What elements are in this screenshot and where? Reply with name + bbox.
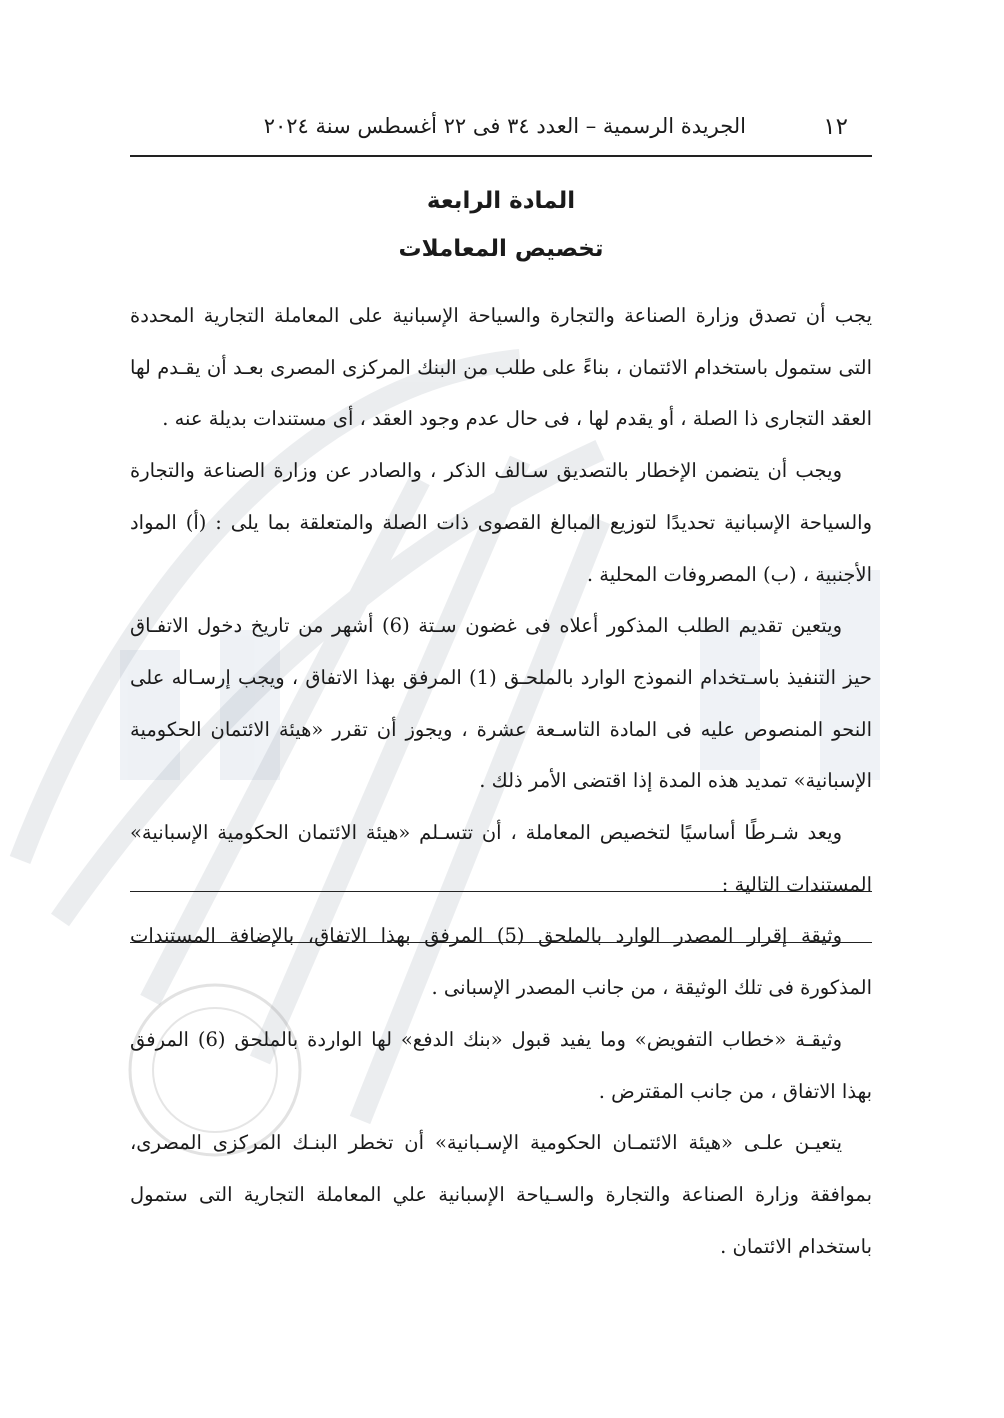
paragraph-allocation-condition: ويعد شـرطًا أساسيًا لتخصيص المعاملة ، أن تتسـلم «هيئة الائتمان الحكومية الإسبانية» المستندات التالية : bbox=[130, 821, 872, 896]
paragraph-notify-central-bank: يتعيـن علـى «هيئة الائتمـان الحكومية الإسـبانية» أن تخطر البنـك المركزى المصرى، بموافقة وزارة الصناعة والتجارة والسـياحة الإسبانية علي المعاملة التجارية التى ستمول باستخدام الائتمان . bbox=[130, 1131, 872, 1258]
paragraph-certification: يجب أن تصدق وزارة الصناعة والتجارة والسياحة الإسبانية على المعاملة التجارية المحددة التى ستمول باستخدام الائتمان ، بناءً على طلب من البنك المركزى المصرى بعـد أن يقـدم لها العقد التجارى ذا الصلة ، أو يقدم لها ، فى حال عدم وجود العقد ، أى مستندات بديلة عنه . bbox=[130, 304, 872, 431]
paragraph-notification: ويجب أن يتضمن الإخطار بالتصديق سـالف الذكر ، والصادر عن وزارة الصناعة والتجارة والسياحة الإسبانية تحديدًا لتوزيع المبالغ القصوى ذات الصلة والمتعلقة بما يلى : (أ) المواد الأجنبية ، (ب) المصروفات المحلية . bbox=[130, 459, 872, 586]
divider-line bbox=[130, 891, 872, 892]
page-header bbox=[130, 112, 872, 154]
header-divider bbox=[130, 155, 872, 157]
gazette-title: الجريدة الرسمية – العدد ٣٤ فى ٢٢ أغسطس سنة ٢٠٢٤ bbox=[263, 114, 746, 138]
paragraph-authorization-letter: وثيقـة «خطاب التفويض» وما يفيد قبول «بنك الدفع» لها الواردة بالملحق (6) المرفق بهذا الاتفاق ، من جانب المقترض . bbox=[130, 1027, 872, 1103]
page-number: ١٢ bbox=[823, 114, 848, 140]
article-subject-title: تخصيص المعاملات bbox=[398, 236, 604, 262]
divider-line bbox=[130, 942, 872, 943]
paragraph-exporter-declaration: وثيقة إقرار المصدر الوارد بالملحق (5) المرفق بهذا الاتفاق، بالإضافة المستندات المذكورة فى تلك الوثيقة ، من جانب المصدر الإسبانى . bbox=[130, 924, 872, 1000]
paragraph-request-deadline: ويتعين تقديم الطلب المذكور أعلاه فى غضون سـتة (6) أشهر من تاريخ دخول الاتفـاق حيز التنفيذ باسـتخدام النموذج الوارد بالملحـق (1) المرفق بهذا الاتفاق ، ويجب إرسـاله على النحو المنصوص عليه فى المادة التاسـعة عشرة ، ويجوز أن تقرر «هيئة الائتمان الحكومية الإسبانية» تمديد هذه المدة إذا اقتضى الأمر ذلك . bbox=[130, 614, 872, 793]
article-number-title: المادة الرابعة bbox=[426, 188, 576, 214]
article-body bbox=[130, 290, 872, 1272]
